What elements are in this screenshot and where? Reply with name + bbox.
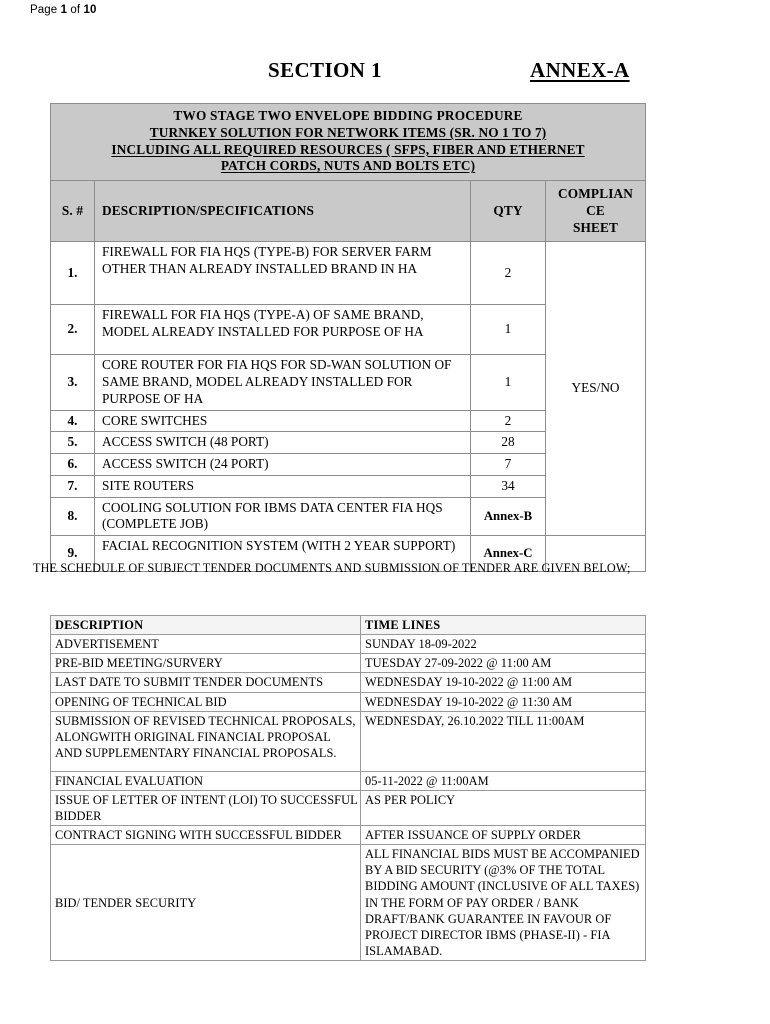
row-qty: 34 xyxy=(471,475,546,497)
row-qty: Annex-C xyxy=(471,536,546,572)
row-description: ACCESS SWITCH (24 PORT) xyxy=(95,454,471,476)
schedule-description: BID/ TENDER SECURITY xyxy=(51,845,361,961)
schedule-timeline: AFTER ISSUANCE OF SUPPLY ORDER xyxy=(361,826,646,845)
section-title: SECTION 1 xyxy=(268,58,382,82)
row-serial: 4. xyxy=(51,410,95,432)
row-qty: Annex-B xyxy=(471,497,546,536)
table-row xyxy=(51,845,646,961)
banner-line-2: TURNKEY SOLUTION FOR NETWORK ITEMS (SR. NO 1 TO 7) xyxy=(149,124,547,140)
schedule-note: THE SCHEDULE OF SUBJECT TENDER DOCUMENTS AND SUBMISSION OF TENDER ARE GIVEN BELOW; xyxy=(33,561,631,575)
row-qty: 2 xyxy=(471,410,546,432)
row-description: CORE ROUTER FOR FIA HQS FOR SD-WAN SOLUTION OF SAME BRAND, MODEL ALREADY INSTALLED FOR PURPOSE OF HA xyxy=(95,355,471,410)
items-table-banner-row xyxy=(51,104,646,181)
schedule-description: CONTRACT SIGNING WITH SUCCESSFUL BIDDER xyxy=(51,826,361,845)
schedule-timeline: WEDNESDAY, 26.10.2022 TILL 11:00AM xyxy=(361,711,646,771)
row-serial: 9. xyxy=(51,536,95,572)
row-description: ACCESS SWITCH (48 PORT) xyxy=(95,432,471,454)
row-qty: 1 xyxy=(471,305,546,355)
page-indicator-middle: of xyxy=(70,4,81,16)
table-row xyxy=(51,635,646,654)
row-serial: 5. xyxy=(51,432,95,454)
table-row xyxy=(51,826,646,845)
page-indicator-prefix: Page xyxy=(30,4,58,16)
page-indicator-total: 10 xyxy=(83,4,97,16)
row-serial: 3. xyxy=(51,355,95,410)
row-description: SITE ROUTERS xyxy=(95,475,471,497)
schedule-timeline: 05-11-2022 @ 11:00AM xyxy=(361,771,646,790)
schedule-header-row xyxy=(51,616,646,635)
page-indicator xyxy=(30,4,96,16)
schedule-description: LAST DATE TO SUBMIT TENDER DOCUMENTS xyxy=(51,673,361,692)
compliance-header-line-1: COMPLIAN xyxy=(557,186,634,201)
row-serial: 8. xyxy=(51,497,95,536)
row-serial: 1. xyxy=(51,242,95,305)
items-table-header-row xyxy=(51,181,646,242)
table-row xyxy=(51,673,646,692)
table-row xyxy=(51,711,646,771)
row-description: FIREWALL FOR FIA HQS (TYPE-A) OF SAME BRAND, MODEL ALREADY INSTALLED FOR PURPOSE OF HA xyxy=(95,305,471,355)
annex-title: ANNEX-A xyxy=(530,58,630,82)
compliance-sheet-value: YES/NO xyxy=(546,242,646,536)
column-header-schedule-timelines: TIME LINES xyxy=(361,616,646,635)
tender-schedule-table xyxy=(50,615,646,961)
bidding-items-table xyxy=(50,103,646,572)
schedule-description: OPENING OF TECHNICAL BID xyxy=(51,692,361,711)
column-header-schedule-description: DESCRIPTION xyxy=(51,616,361,635)
column-header-qty: QTY xyxy=(471,181,546,242)
schedule-description: SUBMISSION OF REVISED TECHNICAL PROPOSALS, ALONGWITH ORIGINAL FINANCIAL PROPOSAL AND SUPPLEMENTARY FINANCIAL PROPOSALS. xyxy=(51,711,361,771)
row-serial: 2. xyxy=(51,305,95,355)
schedule-timeline: AS PER POLICY xyxy=(361,790,646,825)
table-row xyxy=(51,654,646,673)
compliance-header-line-2: CE xyxy=(586,202,605,218)
page-indicator-current: 1 xyxy=(60,4,68,16)
column-header-compliance-sheet xyxy=(546,181,646,242)
schedule-timeline: WEDNESDAY 19-10-2022 @ 11:00 AM xyxy=(361,673,646,692)
compliance-header-line-3: SHEET xyxy=(572,219,619,235)
row-serial: 6. xyxy=(51,454,95,476)
table-row xyxy=(51,790,646,825)
table-row xyxy=(51,771,646,790)
schedule-description: PRE-BID MEETING/SURVERY xyxy=(51,654,361,673)
row-qty: 1 xyxy=(471,355,546,410)
table-row xyxy=(51,692,646,711)
schedule-description: ADVERTISEMENT xyxy=(51,635,361,654)
row-description: FIREWALL FOR FIA HQS (TYPE-B) FOR SERVER FARM OTHER THAN ALREADY INSTALLED BRAND IN HA xyxy=(95,242,471,305)
row-qty: 28 xyxy=(471,432,546,454)
schedule-description: ISSUE OF LETTER OF INTENT (LOI) TO SUCCESSFUL BIDDER xyxy=(51,790,361,825)
column-header-description: DESCRIPTION/SPECIFICATIONS xyxy=(95,181,471,242)
banner-line-1: TWO STAGE TWO ENVELOPE BIDDING PROCEDURE xyxy=(173,108,523,123)
schedule-timeline: TUESDAY 27-09-2022 @ 11:00 AM xyxy=(361,654,646,673)
document-title-row xyxy=(0,58,770,88)
schedule-timeline: WEDNESDAY 19-10-2022 @ 11:30 AM xyxy=(361,692,646,711)
row-description: COOLING SOLUTION FOR IBMS DATA CENTER FIA HQS (COMPLETE JOB) xyxy=(95,497,471,536)
items-table-banner xyxy=(51,104,646,181)
row-serial: 7. xyxy=(51,475,95,497)
row-qty: 7 xyxy=(471,454,546,476)
banner-line-3: INCLUDING ALL REQUIRED RESOURCES ( SFPS, FIBER AND ETHERNET xyxy=(111,141,585,157)
schedule-description: FINANCIAL EVALUATION xyxy=(51,771,361,790)
row-description: CORE SWITCHES xyxy=(95,410,471,432)
row-qty: 2 xyxy=(471,242,546,305)
schedule-timeline: SUNDAY 18-09-2022 xyxy=(361,635,646,654)
schedule-timeline: ALL FINANCIAL BIDS MUST BE ACCOMPANIED BY A BID SECURITY (@3% OF THE TOTAL BIDDING AMOUNT (INCLUSIVE OF ALL TAXES) IN THE FORM OF PAY ORDER / BANK DRAFT/BANK GUARANTEE IN FAVOUR OF PROJECT DIRECTOR IBMS (PHASE-II) - FIA ISLAMABAD. xyxy=(361,845,646,961)
table-row xyxy=(51,242,646,305)
row-description: FACIAL RECOGNITION SYSTEM (WITH 2 YEAR SUPPORT) xyxy=(95,536,471,572)
column-header-serial: S. # xyxy=(51,181,95,242)
banner-line-4: PATCH CORDS, NUTS AND BOLTS ETC) xyxy=(220,158,476,174)
